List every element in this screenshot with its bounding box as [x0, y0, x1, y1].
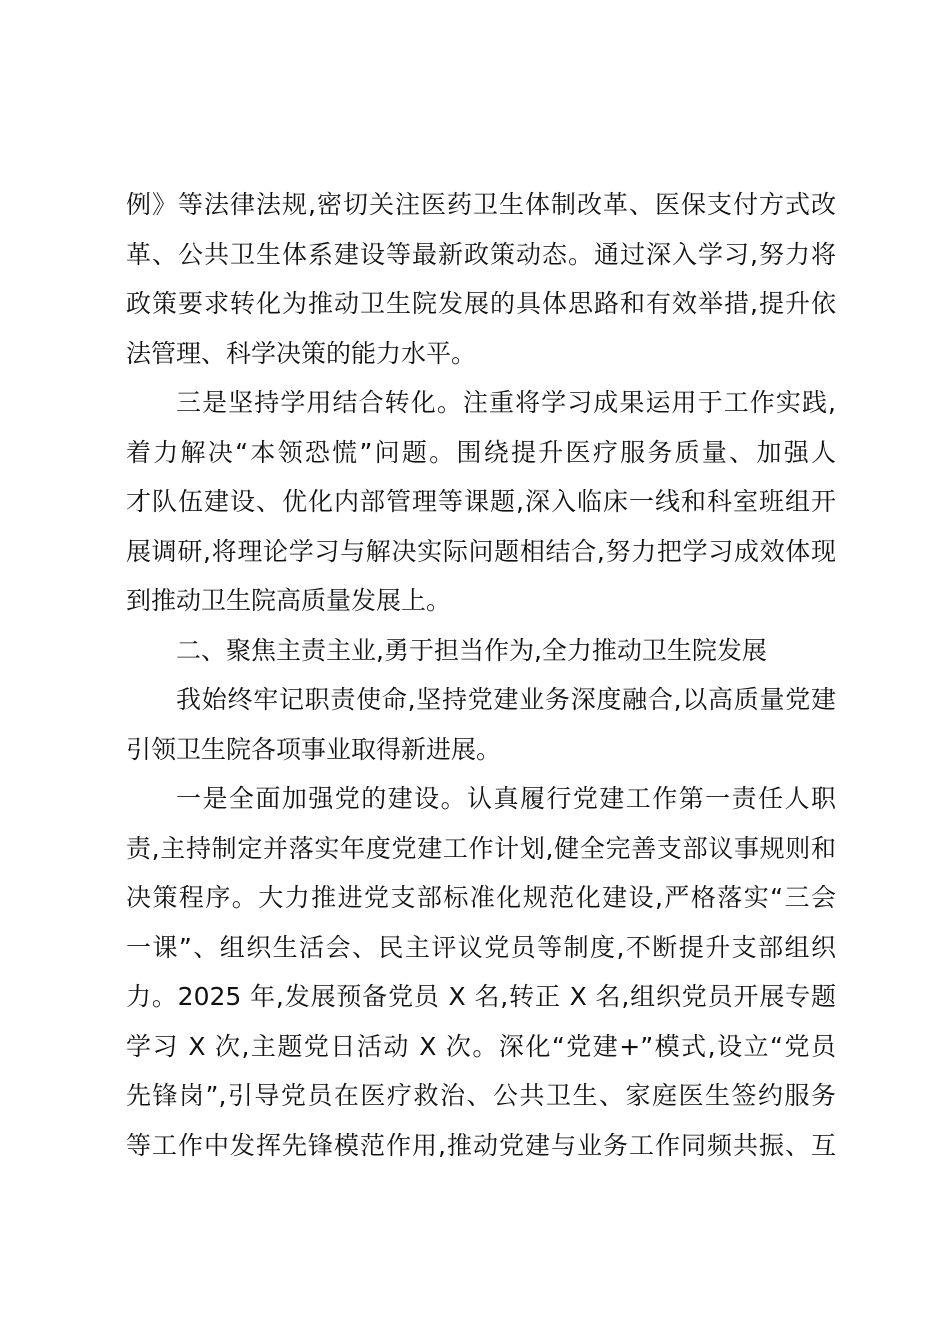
text-line: 力。2025 年,发展预备党员 X 名,转正 X 名,组织党员开展专题	[126, 982, 836, 1011]
text-line: 引领卫生院各项事业取得新进展。	[126, 734, 502, 764]
text-line: 二、聚焦主责主业,勇于担当作为,全力推动卫生院发展	[176, 635, 767, 665]
text-line: 责,主持制定并落实年度党建工作计划,健全完善支部议事规则和	[126, 833, 836, 863]
text-line: 着力解决“本领恐慌”问题。围绕提升医疗服务质量、加强人	[126, 437, 836, 467]
text-line: 先锋岗”,引导党员在医疗救治、公共卫生、家庭医生签约服务	[126, 1081, 836, 1110]
text-line: 学习 X 次,主题党日活动 X 次。深化“党建+”模式,设立“党员	[126, 1031, 836, 1061]
text-line: 三是坚持学用结合转化。注重将学习成果运用于工作实践,	[176, 388, 836, 417]
text-line: 例》等法律法规,密切关注医药卫生体制改革、医保支付方式改	[126, 190, 836, 219]
text-line: 等工作中发挥先锋模范作用,推动党建与业务工作同频共振、互	[126, 1130, 836, 1160]
text-line: 展调研,将理论学习与解决实际问题相结合,努力把学习成效体现	[126, 536, 836, 566]
text-line: 一是全面加强党的建设。认真履行党建工作第一责任人职	[176, 784, 836, 813]
text-line: 到推动卫生院高质量发展上。	[126, 586, 452, 615]
text-line: 才队伍建设、优化内部管理等课题,深入临床一线和科室班组开	[126, 487, 836, 516]
text-line: 法管理、科学决策的能力水平。	[126, 338, 477, 368]
text-line: 我始终牢记职责使命,坚持党建业务深度融合,以高质量党建	[176, 685, 836, 714]
text-line: 革、公共卫生体系建设等最新政策动态。通过深入学习,努力将	[126, 239, 836, 269]
text-line: 一课”、组织生活会、民主评议党员等制度,不断提升支部组织	[126, 932, 836, 962]
document-body	[126, 180, 836, 1170]
text-line: 政策要求转化为推动卫生院发展的具体思路和有效举措,提升依	[126, 289, 836, 318]
text-line: 决策程序。大力推进党支部标准化规范化建设,严格落实“三会	[126, 883, 836, 912]
